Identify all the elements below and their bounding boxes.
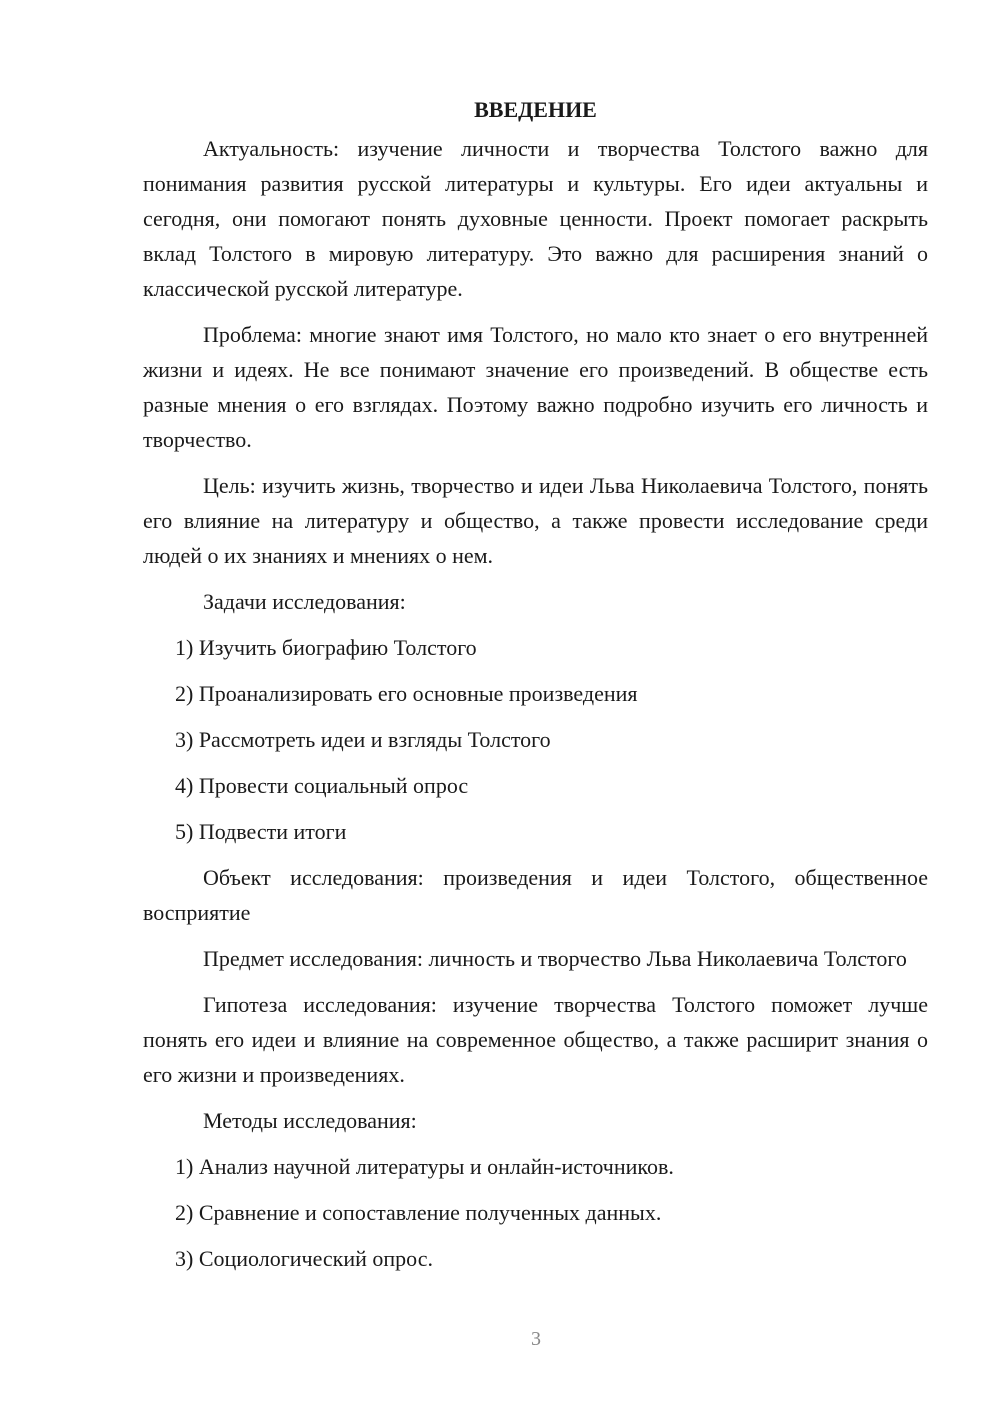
tasks-heading: Задачи исследования:	[203, 589, 406, 614]
list-item: 3) Социологический опрос.	[175, 1246, 433, 1271]
tasks-list	[143, 630, 928, 849]
list-item: 1) Анализ научной литературы и онлайн-источников.	[175, 1154, 674, 1179]
methods-heading: Методы исследования:	[203, 1108, 417, 1133]
list-item: 2) Проанализировать его основные произведения	[175, 681, 638, 706]
hypothesis-paragraph: Гипотеза исследования: изучение творчества Толстого поможет лучше понять его идеи и влияние на современное общество, а также расширит знания о его жизни и произведениях.	[143, 992, 928, 1087]
list-item: 5) Подвести итоги	[175, 819, 347, 844]
subject-paragraph: Предмет исследования: личность и творчество Льва Николаевича Толстого	[203, 946, 907, 971]
list-item: 3) Рассмотреть идеи и взгляды Толстого	[175, 727, 551, 752]
list-item: 4) Провести социальный опрос	[175, 773, 469, 798]
section-title: ВВЕДЕНИЕ	[474, 97, 597, 122]
relevance-paragraph: Актуальность: изучение личности и творчества Толстого важно для понимания развития русской литературы и культуры. Его идеи актуальны и сегодня, они помогают понять духовные ценности. Проект помогает раскрыть вклад Толстого в мировую литературу. Это важно для расширения знаний о классической русской литературе.	[143, 136, 928, 301]
list-item: 2) Сравнение и сопоставление полученных данных.	[175, 1200, 662, 1225]
problem-paragraph: Проблема: многие знают имя Толстого, но мало кто знает о его внутренней жизни и идеях. Не все понимают значение его произведений. В обществе есть разные мнения о его взглядах. Поэтому важно подробно изучить его личность и творчество.	[143, 322, 928, 452]
object-paragraph: Объект исследования: произведения и идеи Толстого, общественное восприятие	[143, 865, 928, 925]
document-page	[143, 92, 928, 1287]
page-number: 3	[531, 1328, 541, 1350]
goal-paragraph: Цель: изучить жизнь, творчество и идеи Льва Николаевича Толстого, понять его влияние на литературу и общество, а также провести исследование среди людей о их знаниях и мнениях о нем.	[143, 473, 928, 568]
list-item: 1) Изучить биографию Толстого	[175, 635, 477, 660]
methods-list	[143, 1149, 928, 1276]
